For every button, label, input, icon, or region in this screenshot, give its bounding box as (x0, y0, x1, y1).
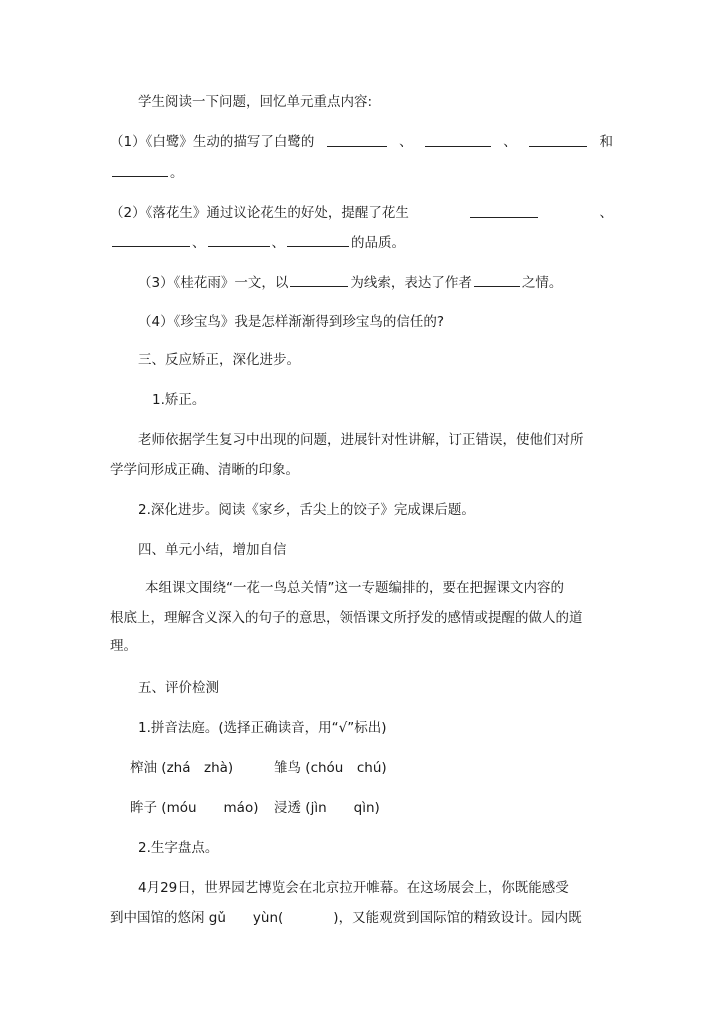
pinyin-word-2: 雏鸟 (274, 760, 301, 776)
q3-prefix: （3）《桂花雨》一文，以 (138, 275, 289, 291)
section-3-item-1: 1.矫正。 (152, 392, 206, 408)
question-2-line-1 (110, 203, 613, 223)
paragraph-3-line-1: 4月29日，世界园艺博览会在北京拉开帷幕。在这场展会上，你既能感受 (138, 880, 569, 896)
q3-end: 之情。 (521, 275, 563, 291)
q1-prefix: （1）《白鹭》生动的描写了白鹭的 (110, 134, 315, 150)
q1-blank-3[interactable] (529, 132, 587, 147)
question-3-line (138, 272, 562, 293)
paragraph-2-line-2: 根底上，理解含义深入的句子的意思，领悟课文所抒发的感情或提醒的做人的道 (110, 610, 583, 626)
pinyin-word-4: 浸透 (274, 800, 301, 816)
paragraph-3-line-2 (110, 908, 582, 928)
pinyin-options-3[interactable]: (móu máo) (161, 800, 259, 816)
section-3-heading: 三、反应矫正，深化进步。 (138, 352, 300, 368)
pinyin-item-4 (274, 798, 380, 818)
pinyin-word-1: 榨油 (130, 760, 157, 776)
pinyin-options-1[interactable]: (zhá zhà) (161, 760, 234, 776)
section-5-heading: 五、评价检测 (138, 680, 219, 696)
section-3-item-2: 2.深化进步。阅读《家乡，舌尖上的饺子》完成课后题。 (138, 502, 475, 518)
q2-sep-2: 、 (192, 235, 206, 251)
pinyin-options-2[interactable]: (chóu chú) (305, 760, 387, 776)
section-4-heading: 四、单元小结，增加自信 (138, 542, 287, 558)
pinyin-item-3 (130, 798, 258, 818)
pinyin-word-3: 眸子 (130, 800, 157, 816)
section-5-item-2: 2.生字盘点。 (138, 840, 219, 856)
question-2-line-2 (110, 232, 405, 253)
p3-suffix: ，又能观赏到国际馆的精致设计。园内既 (338, 910, 582, 926)
question-1-line-1 (110, 132, 613, 152)
q1-sep-1: 、 (399, 134, 413, 150)
q3-blank-2[interactable] (474, 272, 520, 287)
q2-blank-1[interactable] (470, 203, 538, 218)
q2-prefix: （2）《落花生》通过议论花生的好处，提醒了花生 (110, 205, 409, 221)
q3-mid: 为线索，表达了作者 (350, 275, 472, 291)
q2-blank-4[interactable] (287, 232, 349, 247)
q1-blank-2[interactable] (425, 132, 491, 147)
p3-close-paren: ) (333, 910, 339, 926)
q2-sep: 、 (599, 205, 613, 221)
section-5-item-1: 1.拼音法庭。(选择正确读音，用“√”标出) (138, 720, 387, 736)
pinyin-item-2 (274, 758, 387, 778)
p3-pinyin: gǔ yùn( (208, 910, 284, 926)
paragraph-2-line-1: 本组课文围绕“一花一鸟总关情”这一专题编排的，要在把握课文内容的 (145, 580, 564, 596)
q1-blank-4[interactable] (112, 162, 168, 177)
question-4-line: （4）《珍宝鸟》我是怎样渐渐得到珍宝鸟的信任的? (138, 314, 445, 330)
paragraph-2-line-3: 理。 (110, 638, 137, 654)
paragraph-1-line-1: 老师依据学生复习中出现的问题，进展针对性讲解，订正错误，使他们对所 (138, 432, 584, 448)
q2-blank-2[interactable] (112, 232, 190, 247)
q3-blank-1[interactable] (290, 272, 348, 287)
paragraph-1-line-2: 学学问形成正确、清晰的印象。 (110, 462, 299, 478)
question-1-line-2 (110, 162, 184, 183)
p3-prefix: 到中国馆的悠闲 (110, 910, 205, 926)
pinyin-options-4[interactable]: (jìn qìn) (305, 800, 380, 816)
q2-sep-3: 、 (271, 235, 285, 251)
q2-end: 的品质。 (351, 235, 405, 251)
pinyin-item-1 (130, 758, 233, 778)
q1-sep-2: 、 (503, 134, 517, 150)
intro-line: 学生阅读一下问题，回忆单元重点内容: (138, 94, 373, 110)
q1-end: 。 (170, 165, 184, 181)
q1-blank-1[interactable] (327, 132, 387, 147)
q2-blank-3[interactable] (208, 232, 270, 247)
q1-and: 和 (599, 134, 613, 150)
